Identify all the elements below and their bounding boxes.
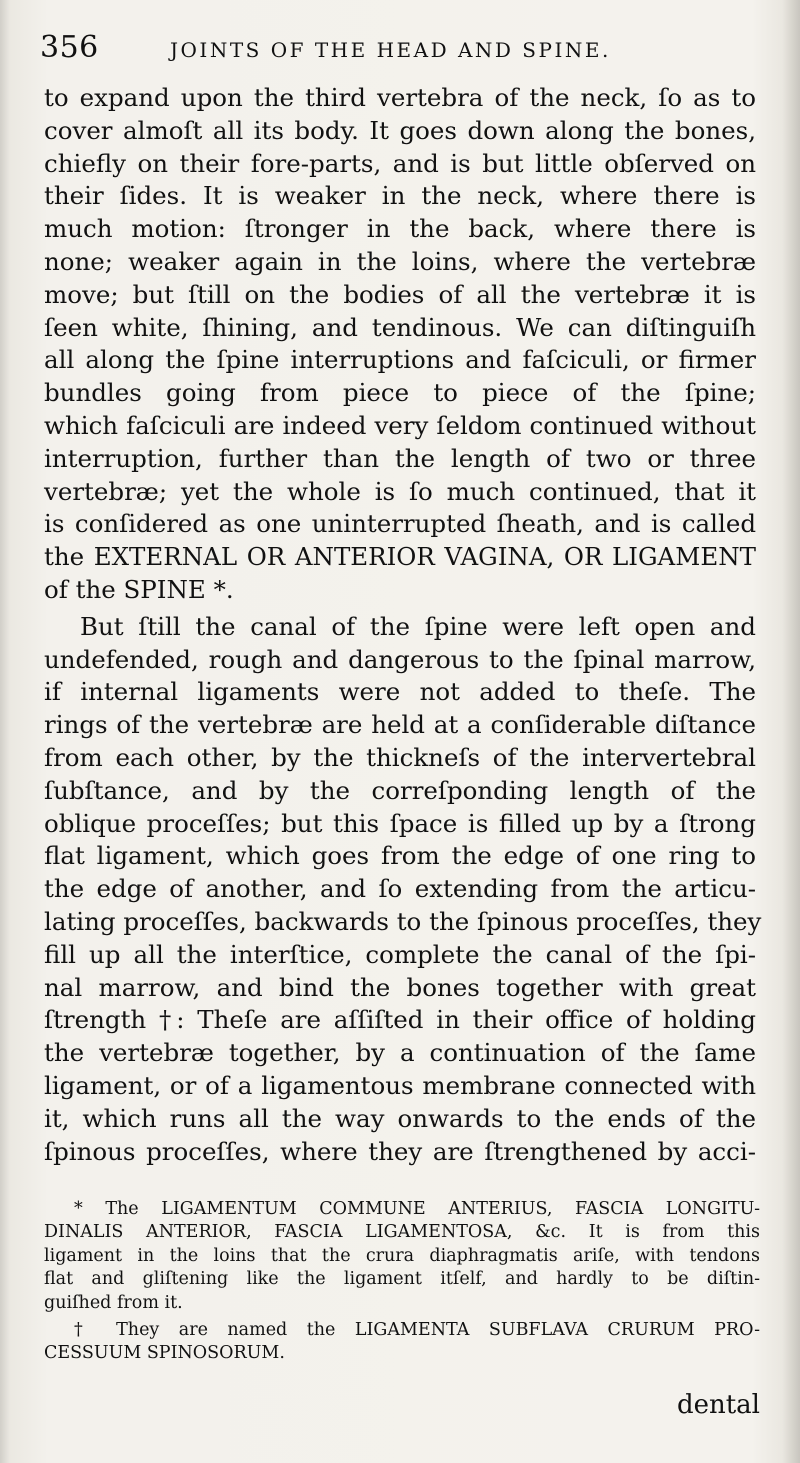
paragraph-first-line: But ſtill the canal of the ſpine were left open and: [80, 611, 756, 641]
footnote-line: ligament in the loins that the crura diaphragmatis ariſe, with tendons: [44, 1245, 760, 1266]
text-line: from each other, by the thickneſs of the intervertebral: [44, 742, 756, 772]
text-line: flat ligament, which goes from the edge of one ring to: [44, 841, 756, 871]
text-line: chiefly on their fore-parts, and is but little obſerved on: [44, 148, 756, 178]
text-line: ſeen white, ſhining, and tendinous. We can diſtinguiſh: [44, 312, 756, 342]
page-number: 356: [40, 30, 99, 65]
footnote-line: † They are named the LIGAMENTA SUBFLAVA CRURUM PRO-: [74, 1319, 760, 1340]
text-line: which faſciculi are indeed very ſeldom continued without: [44, 410, 756, 440]
page-header: [40, 30, 756, 70]
text-line: cover almoſt all its body. It goes down along the bones,: [44, 115, 756, 145]
footnote-line: guiſhed from it.: [44, 1292, 183, 1313]
text-line: all along the ſpine interruptions and faſciculi, or firmer: [44, 345, 756, 375]
text-line: the EXTERNAL OR ANTERIOR VAGINA, OR LIGAMENT: [44, 542, 756, 572]
text-line: ſubſtance, and by the correſponding length of the: [44, 775, 756, 805]
text-line: nal marrow, and bind the bones together with great: [44, 972, 756, 1002]
footnotes: [44, 1198, 760, 1366]
text-line: it, which runs all the way onwards to the ends of the: [44, 1103, 756, 1133]
text-line: to expand upon the third vertebra of the neck, ſo as to: [44, 83, 756, 112]
text-line: bundles going from piece to piece of the ſpine;: [44, 378, 756, 408]
text-line: interruption, further than the length of two or three: [44, 443, 756, 473]
page-gutter-shadow: [0, 0, 10, 1463]
text-line: if internal ligaments were not added to theſe. The: [44, 677, 756, 707]
text-line: undefended, rough and dangerous to the ſpinal marrow,: [44, 644, 756, 674]
catchword: dental: [676, 1390, 760, 1420]
text-line: oblique proceſſes; but this ſpace is filled up by a ſtrong: [44, 808, 756, 838]
footnote-line: CESSUUM SPINOSORUM.: [44, 1343, 285, 1364]
text-line: none; weaker again in the loins, where the vertebræ: [44, 246, 756, 276]
page-edge-shadow: [782, 0, 800, 1463]
text-line: ſtrength †: Theſe are aſſiſted in their office of holding: [44, 1005, 756, 1035]
text-line: much motion: ſtronger in the back, where there is: [44, 214, 756, 244]
text-line: rings of the vertebræ are held at a conſiderable diſtance: [44, 710, 756, 740]
text-line: of the SPINE *.: [44, 574, 234, 604]
running-head: JOINTS OF THE HEAD AND SPINE.: [170, 38, 611, 62]
text-line: ligament, or of a ligamentous membrane connected with: [44, 1070, 756, 1100]
text-line: lating proceſſes, backwards to the ſpinous proceſſes, they: [44, 906, 762, 936]
text-line: ſpinous proceſſes, where they are ſtrengthened by acci-: [44, 1136, 756, 1166]
text-line: the edge of another, and ſo extending from the articu-: [44, 874, 756, 904]
text-line: the vertebræ together, by a continuation of the ſame: [44, 1038, 756, 1068]
text-line: move; but ſtill on the bodies of all the vertebræ it is: [44, 279, 756, 309]
text-line: fill up all the interſtice, complete the canal of the ſpi-: [44, 939, 756, 969]
body-text: [44, 82, 762, 1168]
text-line: their ſides. It is weaker in the neck, where there is: [44, 181, 756, 211]
footnote-line: flat and gliſtening like the ligament itſelf, and hardly to be diſtin-: [44, 1269, 760, 1290]
footnote-line: DINALIS ANTERIOR, FASCIA LIGAMENTOSA, &c. It is from this: [44, 1222, 760, 1243]
text-line: is conſidered as one uninterrupted ſheath, and is called: [44, 509, 756, 539]
footnote-line: * The LIGAMENTUM COMMUNE ANTERIUS, FASCIA LONGITU-: [74, 1199, 760, 1219]
text-line: vertebræ; yet the whole is ſo much continued, that it: [44, 476, 756, 506]
